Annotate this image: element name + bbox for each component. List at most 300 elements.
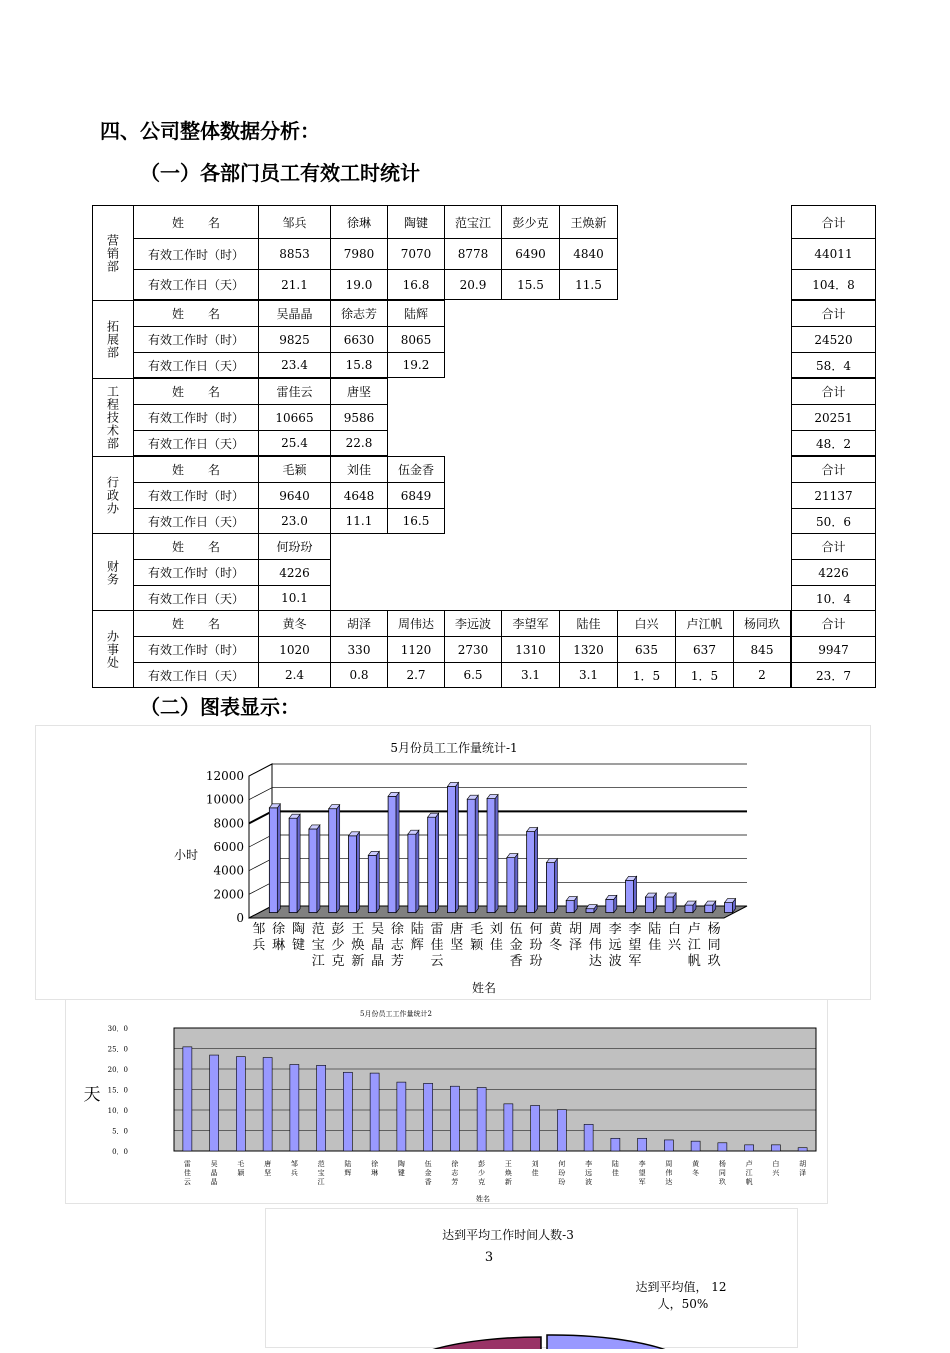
x-tick-label: 玢 <box>558 1169 566 1177</box>
slice-label: 人，50% <box>657 1297 709 1311</box>
bar <box>745 1145 754 1151</box>
row-label: 有效工作时（时） <box>134 326 259 352</box>
x-tick-label: 李 <box>608 922 622 937</box>
employee-name: 伍金香 <box>388 456 445 482</box>
x-tick-label: 周 <box>665 1160 673 1168</box>
hours-value: 2730 <box>445 636 502 662</box>
x-axis-label: 姓名 <box>476 1195 490 1203</box>
employee-name: 陶键 <box>388 205 445 238</box>
x-tick-label: 伍 <box>509 922 523 937</box>
total-label: 合计 <box>791 533 876 559</box>
employee-name: 何玢玢 <box>259 533 331 559</box>
x-tick-label: 金 <box>424 1169 432 1177</box>
bar <box>504 1104 513 1151</box>
total-value: 24520 <box>791 326 876 352</box>
employee-name: 陆佳 <box>560 610 618 636</box>
x-tick-label: 范 <box>311 922 325 937</box>
bar-side <box>495 795 498 913</box>
x-tick-label: 远 <box>608 938 622 953</box>
days-value: 11.5 <box>560 269 618 300</box>
x-tick-label: 冬 <box>692 1169 700 1177</box>
days-value: 19.2 <box>388 352 445 378</box>
bar <box>408 834 416 912</box>
bar <box>370 1073 379 1151</box>
bar <box>771 1145 780 1151</box>
hours-value: 9586 <box>331 404 388 430</box>
x-tick-label: 伟 <box>665 1169 673 1177</box>
x-tick-label: 佳 <box>430 938 444 953</box>
x-tick-label: 卢 <box>745 1160 753 1168</box>
total-value: 21137 <box>791 482 876 508</box>
chart-title: 达到平均工作时间人数-3 <box>442 1228 574 1242</box>
hours-value: 8065 <box>388 326 445 352</box>
x-tick-label: 江 <box>317 1178 325 1186</box>
x-tick-label: 香 <box>509 954 523 969</box>
hours-value: 4226 <box>259 559 331 585</box>
bar <box>611 1138 620 1151</box>
bar-side <box>554 859 557 913</box>
days-value: 6.5 <box>445 662 502 688</box>
x-tick-label: 望 <box>638 1169 646 1177</box>
total-label: 合计 <box>791 205 876 238</box>
y-tick-label: 6000 <box>213 840 244 854</box>
department-label: 行政办 <box>92 456 134 534</box>
bar-side <box>515 854 518 913</box>
employee-name: 黄冬 <box>259 610 331 636</box>
x-tick-label: 玢 <box>529 938 543 953</box>
row-label: 有效工作日（天） <box>134 585 259 611</box>
total-value: 4226 <box>791 559 876 585</box>
x-tick-label: 王 <box>351 922 365 937</box>
x-tick-label: 胡 <box>569 922 583 937</box>
days-value: 25.4 <box>259 430 331 456</box>
x-tick-label: 兴 <box>772 1169 780 1177</box>
bar-side <box>297 814 300 912</box>
hours-value: 8853 <box>259 238 331 269</box>
x-tick-label: 陆 <box>648 922 662 937</box>
hours-value: 7980 <box>331 238 388 269</box>
x-tick-label: 帆 <box>687 954 701 969</box>
y-tick-label: 20．0 <box>107 1066 128 1074</box>
x-tick-label: 颖 <box>237 1169 245 1177</box>
x-tick-label: 颖 <box>470 938 484 953</box>
x-tick-label: 云 <box>430 954 444 969</box>
employee-name: 杨同玖 <box>734 610 791 636</box>
hours-value: 1020 <box>259 636 331 662</box>
days-value: 16.8 <box>388 269 445 300</box>
employee-name: 彭少克 <box>502 205 560 238</box>
row-label: 姓 名 <box>134 533 259 559</box>
x-tick-label: 克 <box>331 954 345 969</box>
x-tick-label: 志 <box>390 938 404 953</box>
row-label: 有效工作时（时） <box>134 238 259 269</box>
hours-value: 7070 <box>388 238 445 269</box>
total-label: 合计 <box>791 378 876 404</box>
x-tick-label: 佳 <box>611 1169 619 1177</box>
hours-value: 6490 <box>502 238 560 269</box>
hours-value: 1320 <box>560 636 618 662</box>
days-value: 3.1 <box>560 662 618 688</box>
x-tick-label: 宝 <box>311 938 325 953</box>
x-tick-label: 焕 <box>351 938 365 953</box>
y-tick-label: 30．0 <box>107 1025 128 1033</box>
department-label: 办事处 <box>92 610 134 688</box>
employee-name: 邹兵 <box>259 205 331 238</box>
bar <box>309 829 317 913</box>
x-tick-label: 坚 <box>264 1169 272 1177</box>
x-tick-label: 伟 <box>588 938 602 953</box>
x-tick-label: 辉 <box>344 1169 352 1177</box>
days-value: 23.0 <box>259 508 331 534</box>
x-tick-label: 范 <box>317 1160 325 1168</box>
x-tick-label: 少 <box>331 938 345 953</box>
chart-title: 5月份员工工作量统计2 <box>360 1010 432 1018</box>
x-tick-label: 晶 <box>210 1169 218 1177</box>
days-value: 19.0 <box>331 269 388 300</box>
x-tick-label: 唐 <box>264 1160 272 1168</box>
x-tick-label: 望 <box>628 938 642 953</box>
x-tick-label: 卢 <box>687 922 701 937</box>
x-tick-label: 邹 <box>252 922 266 937</box>
bar-side <box>475 795 478 912</box>
chart-3-box <box>265 1208 798 1348</box>
days-value: 3.1 <box>502 662 560 688</box>
employee-name: 徐琳 <box>331 205 388 238</box>
total-label: 合计 <box>791 300 876 326</box>
x-tick-label: 江 <box>687 938 701 953</box>
bar <box>317 1065 326 1151</box>
row-label: 姓 名 <box>134 456 259 482</box>
x-tick-label: 彭 <box>331 922 345 937</box>
pie-slice <box>396 1337 541 1349</box>
employee-name: 刘佳 <box>331 456 388 482</box>
x-tick-label: 少 <box>478 1169 486 1177</box>
bar <box>638 1138 647 1151</box>
bar <box>424 1083 433 1151</box>
x-tick-label: 达 <box>665 1178 673 1186</box>
x-tick-label: 键 <box>397 1169 405 1177</box>
department-label: 工程技术部 <box>92 378 134 456</box>
bar <box>691 1141 700 1151</box>
total-value: 23．7 <box>791 662 876 688</box>
bar <box>531 1105 540 1151</box>
chart-title: 5月份员工工作量统计-1 <box>390 741 518 755</box>
employee-name: 唐坚 <box>331 378 388 404</box>
hours-value: 10665 <box>259 404 331 430</box>
bar-side <box>455 782 458 912</box>
section-title: 四、公司整体数据分析： <box>100 119 320 143</box>
y-tick-label: 12000 <box>205 769 244 783</box>
x-tick-label: 达 <box>588 954 602 969</box>
x-tick-label: 陶 <box>397 1160 405 1168</box>
x-tick-label: 白 <box>772 1160 780 1168</box>
days-value: 1．5 <box>676 662 734 688</box>
bar <box>705 905 713 913</box>
employee-name: 李远波 <box>445 610 502 636</box>
y-tick-label: 15．0 <box>107 1086 128 1095</box>
x-tick-label: 李 <box>628 922 642 937</box>
x-tick-label: 吴 <box>210 1160 218 1168</box>
bar <box>798 1148 807 1151</box>
bar <box>269 808 277 913</box>
x-tick-label: 泽 <box>799 1169 807 1177</box>
bar <box>685 905 693 913</box>
x-tick-label: 香 <box>424 1178 432 1186</box>
days-value: 0.8 <box>331 662 388 688</box>
x-tick-label: 李 <box>638 1160 646 1168</box>
days-value: 20.9 <box>445 269 502 300</box>
x-tick-label: 琳 <box>272 938 286 953</box>
y-tick-label: 10000 <box>205 792 244 807</box>
days-value: 15.8 <box>331 352 388 378</box>
bar <box>477 1087 486 1151</box>
row-label: 有效工作时（时） <box>134 404 259 430</box>
x-tick-label: 佳 <box>648 938 662 953</box>
x-tick-label: 白 <box>668 922 682 937</box>
y-tick-label: 0．0 <box>112 1148 128 1156</box>
days-value: 2.7 <box>388 662 445 688</box>
x-tick-label: 玖 <box>718 1178 726 1186</box>
bar-side <box>396 792 399 912</box>
pie-slice <box>547 1335 684 1349</box>
x-tick-label: 邹 <box>290 1160 298 1168</box>
x-tick-label: 杨 <box>718 1160 726 1168</box>
slice-label: 达到平均值， 12 <box>635 1280 727 1294</box>
x-tick-label: 毛 <box>237 1160 245 1168</box>
bar-side <box>376 851 379 912</box>
employee-name: 胡泽 <box>331 610 388 636</box>
x-tick-label: 陆 <box>410 922 424 937</box>
y-tick-label: 8000 <box>213 816 244 831</box>
bar <box>557 1110 566 1151</box>
x-tick-label: 彭 <box>478 1160 486 1168</box>
subsection-table-title: （一）各部门员工有效工时统计 <box>140 161 420 185</box>
hours-value: 6630 <box>331 326 388 352</box>
x-tick-label: 新 <box>504 1178 512 1186</box>
row-label: 有效工作时（时） <box>134 636 259 662</box>
bar <box>566 901 574 913</box>
x-tick-label: 徐 <box>371 1160 379 1168</box>
hours-value: 8778 <box>445 238 502 269</box>
x-tick-label: 新 <box>351 954 365 969</box>
x-tick-label: 江 <box>311 954 325 969</box>
x-tick-label: 兵 <box>252 938 266 953</box>
x-tick-label: 江 <box>745 1169 753 1177</box>
row-label: 有效工作日（天） <box>134 430 259 456</box>
x-tick-label: 伍 <box>424 1160 432 1168</box>
row-label: 姓 名 <box>134 610 259 636</box>
bar-side <box>535 828 538 913</box>
days-value: 1．5 <box>618 662 676 688</box>
x-tick-label: 远 <box>585 1169 593 1177</box>
x-tick-label: 云 <box>183 1178 191 1186</box>
x-tick-label: 晶 <box>371 954 385 969</box>
row-label: 有效工作日（天） <box>134 352 259 378</box>
x-tick-label: 波 <box>608 954 622 969</box>
bar <box>289 818 297 912</box>
total-value: 58．4 <box>791 352 876 378</box>
employee-name: 徐志芳 <box>331 300 388 326</box>
x-tick-label: 黄 <box>692 1160 700 1168</box>
days-value: 21.1 <box>259 269 331 300</box>
days-value: 11.1 <box>331 508 388 534</box>
department-label: 营销部 <box>92 205 134 300</box>
hours-value: 845 <box>734 636 791 662</box>
days-value: 15.5 <box>502 269 560 300</box>
employee-name: 毛颖 <box>259 456 331 482</box>
row-label: 姓 名 <box>134 378 259 404</box>
x-tick-label: 晶 <box>371 938 385 953</box>
x-tick-label: 克 <box>478 1178 486 1186</box>
x-tick-label: 王 <box>504 1160 512 1168</box>
x-tick-label: 同 <box>707 938 721 953</box>
bar <box>329 809 337 913</box>
y-axis-label: 天 <box>83 1085 101 1105</box>
x-tick-label: 军 <box>628 954 642 969</box>
total-value: 10．4 <box>791 585 876 611</box>
row-label: 姓 名 <box>134 205 259 238</box>
x-tick-label: 玖 <box>707 954 721 969</box>
hours-value: 4840 <box>560 238 618 269</box>
x-tick-label: 何 <box>529 922 543 937</box>
days-value: 2 <box>734 662 791 688</box>
bar <box>586 909 594 913</box>
bar <box>487 799 495 913</box>
bar-side <box>277 804 280 913</box>
bar <box>428 817 436 912</box>
bar <box>368 855 376 912</box>
x-tick-label: 陆 <box>344 1160 352 1168</box>
x-tick-label: 佳 <box>489 938 503 953</box>
x-tick-label: 宝 <box>317 1169 325 1177</box>
hours-value: 4648 <box>331 482 388 508</box>
bar-side <box>357 832 360 913</box>
bar <box>664 1140 673 1151</box>
total-value: 20251 <box>791 404 876 430</box>
x-tick-label: 刘 <box>531 1160 539 1168</box>
employee-name: 周伟达 <box>388 610 445 636</box>
total-value: 9947 <box>791 636 876 662</box>
x-tick-label: 徐 <box>390 922 404 937</box>
row-label: 有效工作日（天） <box>134 269 259 300</box>
x-tick-label: 陆 <box>611 1160 619 1168</box>
y-tick-label: 25．0 <box>107 1045 128 1054</box>
chart-2-box <box>65 999 828 1204</box>
days-value: 23.4 <box>259 352 331 378</box>
hours-value: 637 <box>676 636 734 662</box>
employee-name: 李望军 <box>502 610 560 636</box>
bar <box>210 1055 219 1151</box>
gridline <box>249 764 747 776</box>
bar-side <box>337 805 340 913</box>
hours-value: 1120 <box>388 636 445 662</box>
x-axis-label: 姓名 <box>471 981 497 995</box>
x-tick-label: 同 <box>718 1169 726 1177</box>
x-tick-label: 雷 <box>430 922 444 937</box>
employee-name: 陆辉 <box>388 300 445 326</box>
bar-side <box>436 813 439 912</box>
employee-name: 白兴 <box>618 610 676 636</box>
bar <box>236 1057 245 1151</box>
x-tick-label: 志 <box>451 1169 459 1177</box>
x-tick-label: 陶 <box>291 922 305 937</box>
x-tick-label: 兵 <box>290 1169 298 1177</box>
bar <box>349 836 357 913</box>
x-tick-label: 晶 <box>210 1178 218 1186</box>
x-tick-label: 玢 <box>558 1178 566 1186</box>
bar <box>450 1086 459 1151</box>
y-tick-label: 5．0 <box>112 1127 128 1136</box>
hours-value: 9825 <box>259 326 331 352</box>
x-tick-label: 李 <box>585 1160 593 1168</box>
x-tick-label: 琳 <box>371 1169 379 1177</box>
days-value: 2.4 <box>259 662 331 688</box>
x-tick-label: 波 <box>585 1178 593 1186</box>
employee-name: 范宝江 <box>445 205 502 238</box>
bar <box>183 1047 192 1151</box>
bar-side <box>416 830 419 912</box>
total-value: 104．8 <box>791 269 876 300</box>
x-tick-label: 唐 <box>450 922 464 937</box>
bar <box>606 899 614 912</box>
x-tick-label: 刘 <box>489 922 503 937</box>
x-tick-label: 吴 <box>371 922 385 937</box>
bar <box>263 1058 272 1151</box>
chart-1-hours <box>36 726 872 1001</box>
bar <box>725 903 733 913</box>
x-tick-label: 辉 <box>410 938 424 953</box>
days-value: 22.8 <box>331 430 388 456</box>
x-tick-label: 芳 <box>390 954 404 969</box>
bar <box>584 1124 593 1151</box>
bar <box>626 880 634 912</box>
bar <box>388 796 396 912</box>
bar-side <box>317 825 320 913</box>
y-tick-label: 10．0 <box>107 1107 128 1115</box>
employee-name: 吴晶晶 <box>259 300 331 326</box>
y-tick-label: 4000 <box>213 863 244 878</box>
x-tick-label: 军 <box>638 1178 646 1186</box>
bar <box>397 1082 406 1151</box>
x-tick-label: 兴 <box>668 938 682 953</box>
row-label: 有效工作日（天） <box>134 662 259 688</box>
x-tick-label: 帆 <box>745 1178 753 1186</box>
hours-value: 1310 <box>502 636 560 662</box>
bar <box>507 858 515 913</box>
x-tick-label: 金 <box>509 938 523 953</box>
hours-value: 330 <box>331 636 388 662</box>
x-tick-label: 玢 <box>529 954 543 969</box>
x-tick-label: 冬 <box>549 938 563 953</box>
total-value: 44011 <box>791 238 876 269</box>
bar <box>343 1072 352 1151</box>
x-tick-label: 何 <box>558 1160 566 1168</box>
employee-name: 雷佳云 <box>259 378 331 404</box>
x-tick-label: 芳 <box>451 1178 459 1186</box>
hours-value: 9640 <box>259 482 331 508</box>
bar <box>467 799 475 912</box>
bar <box>718 1143 727 1151</box>
bar <box>290 1064 299 1151</box>
x-tick-label: 周 <box>588 922 602 937</box>
row-label: 有效工作时（时） <box>134 559 259 585</box>
department-label: 财务 <box>92 533 134 611</box>
hours-value: 635 <box>618 636 676 662</box>
bar <box>645 897 653 913</box>
bar <box>447 786 455 912</box>
bar <box>665 897 673 913</box>
hours-value: 6849 <box>388 482 445 508</box>
